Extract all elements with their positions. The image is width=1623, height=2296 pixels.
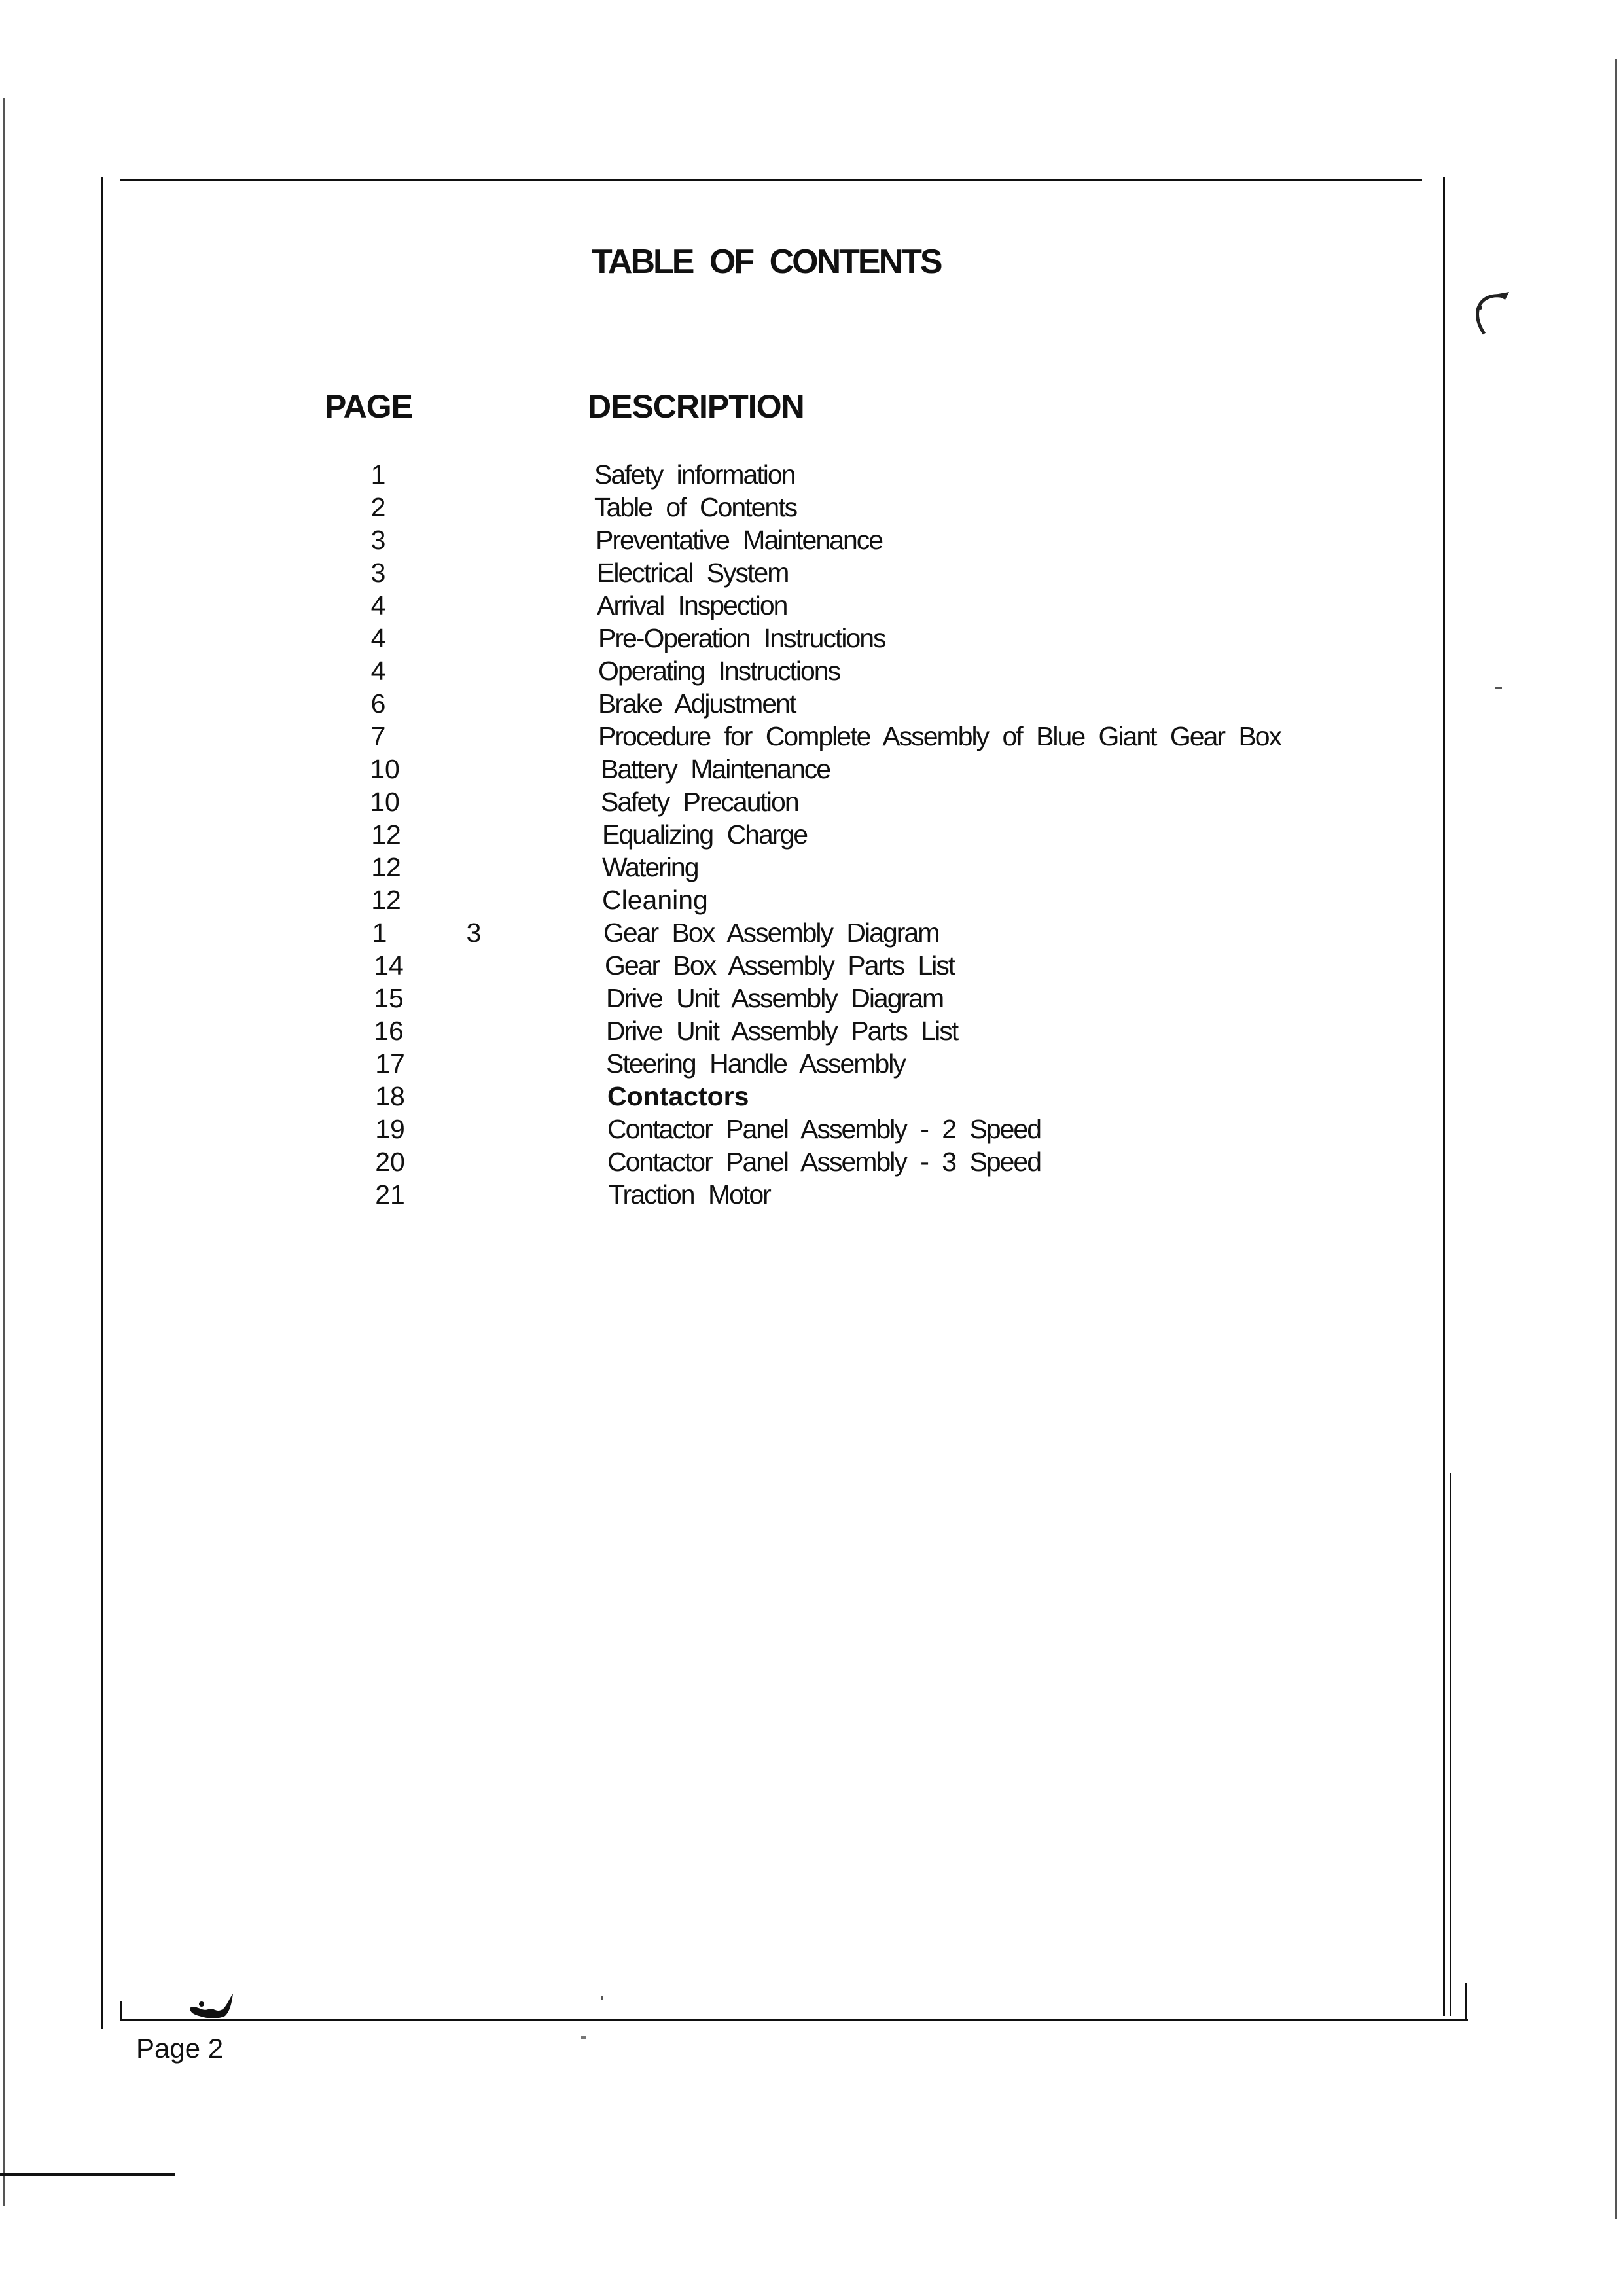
entry-page-number: 12 — [371, 852, 401, 882]
entry-description: Preventative Maintenance — [596, 525, 883, 555]
speck-mark-1 — [1495, 687, 1502, 689]
speck-mark-3 — [581, 2036, 586, 2039]
entry-page-number: 7 — [370, 721, 386, 751]
frame-top-rule — [120, 179, 1422, 181]
entry-page-number: 6 — [370, 689, 386, 719]
page-title: TABLE OF CONTENTS — [592, 243, 941, 281]
page-footer: Page 2 — [136, 2033, 224, 2064]
entry-page-number: 17 — [375, 1049, 405, 1079]
entry-page-number: 10 — [370, 787, 400, 817]
entry-description: Table of Contents — [594, 492, 797, 522]
entry-description: Drive Unit Assembly Parts List — [606, 1016, 958, 1046]
entry-page-number: 12 — [371, 885, 401, 915]
scan-smudge-icon — [187, 1990, 240, 2022]
entry-page-number: 10 — [370, 754, 400, 784]
entry-description: Gear Box Assembly Parts List — [605, 950, 955, 980]
page-column-heading: PAGE — [325, 388, 412, 425]
entry-description: Contactor Panel Assembly - 2 Speed — [607, 1114, 1041, 1144]
entry-description: Equalizing Charge — [602, 819, 808, 850]
frame-bottom-left-stub — [120, 2001, 122, 2021]
entry-page-number: 12 — [371, 819, 401, 850]
entry-description: Traction Motor — [609, 1179, 770, 1210]
frame-right-rule — [1443, 177, 1445, 2016]
entry-description: Operating Instructions — [598, 656, 840, 686]
description-column-heading: DESCRIPTION — [588, 388, 804, 425]
entry-description: Arrival Inspection — [597, 590, 787, 620]
frame-bottom-right-bracket — [1465, 1983, 1467, 2021]
entry-page-number: 20 — [375, 1147, 405, 1177]
entry-page-number: 2 — [370, 492, 386, 522]
entry-page-number: 18 — [375, 1081, 405, 1111]
entry-page-number: 4 — [370, 623, 386, 653]
entry-page-number: 3 — [370, 558, 386, 588]
right-scan-edge — [1615, 59, 1617, 2219]
entry-page-number: 1 — [370, 459, 386, 490]
entry-description: Steering Handle Assembly — [606, 1049, 905, 1079]
entry-description: Contactor Panel Assembly - 3 Speed — [607, 1147, 1041, 1177]
entry-page-number: 1 — [372, 918, 387, 948]
entry-page-number-extra: 3 — [466, 918, 482, 948]
entry-page-number: 4 — [370, 590, 386, 620]
entry-page-number: 4 — [370, 656, 386, 686]
entry-page-number: 3 — [370, 525, 386, 555]
left-scan-edge — [3, 98, 5, 2206]
entry-description: Electrical System — [597, 558, 789, 588]
entry-page-number: 14 — [374, 950, 404, 980]
entry-page-number: 16 — [374, 1016, 404, 1046]
frame-bottom-rule — [120, 2019, 1468, 2021]
paper-curl-icon — [1471, 288, 1510, 340]
bottom-left-scan-line — [0, 2173, 175, 2176]
entry-page-number: 15 — [374, 983, 404, 1013]
entry-page-number: 19 — [375, 1114, 405, 1144]
entry-description: Safety Precaution — [601, 787, 798, 817]
entry-description: Gear Box Assembly Diagram — [603, 918, 939, 948]
entry-page-number: 21 — [375, 1179, 405, 1210]
speck-mark-2 — [601, 1996, 603, 2000]
frame-right-inner-rule — [1450, 1473, 1451, 2016]
entry-description: Drive Unit Assembly Diagram — [606, 983, 944, 1013]
entry-description: Pre-Operation Instructions — [598, 623, 885, 653]
entry-description: Procedure for Complete Assembly of Blue Giant Gear Box — [598, 721, 1281, 751]
entry-description: Cleaning — [602, 885, 708, 915]
entry-description: Battery Maintenance — [601, 754, 830, 784]
entry-description: Contactors — [607, 1081, 749, 1111]
frame-left-rule — [101, 177, 103, 2029]
entry-description: Safety information — [594, 459, 795, 490]
entry-description: Brake Adjustment — [598, 689, 796, 719]
entry-description: Watering — [602, 852, 698, 882]
